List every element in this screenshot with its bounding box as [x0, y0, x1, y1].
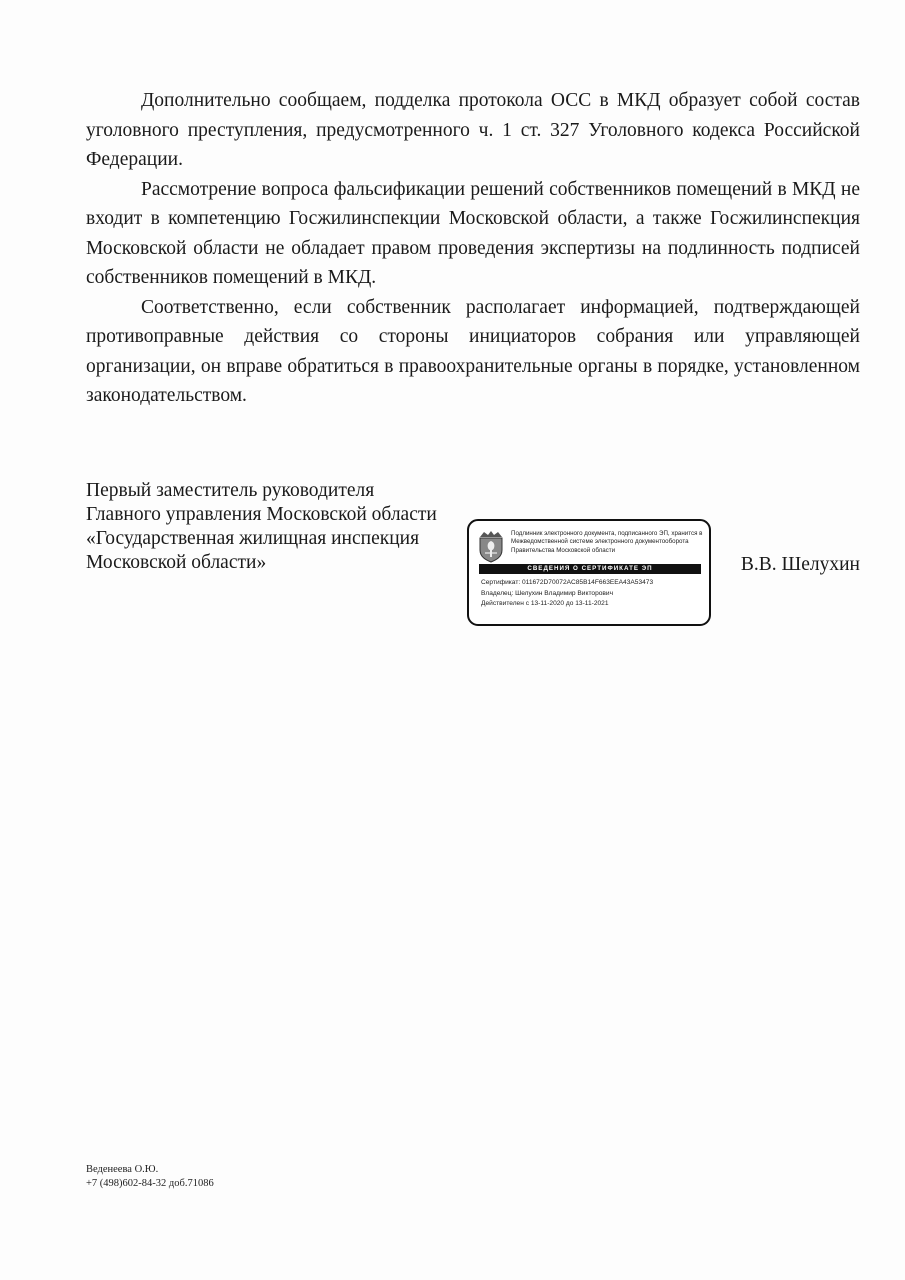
paragraph-law-enforcement: Соответственно, если собственник располагает информацией, подтверждающей противоправные действия со стороны инициаторов собрания или управляющей организации, он вправе обратиться в правоохранительные органы в порядке, установленном законодательством.	[86, 296, 860, 406]
signer-position-line: Главного управления Московской области	[86, 504, 437, 525]
stamp-certificate-title: СВЕДЕНИЯ О СЕРТИФИКАТЕ ЭП	[479, 564, 701, 574]
stamp-owner: Владелец: Шелухин Владимир Викторович	[481, 589, 614, 597]
paragraph-forgery-crime: Дополнительно сообщаем, подделка протокола ОСС в МКД образует собой состав уголовного преступления, предусмотренного ч. 1 ст. 327 Уголовного кодекса Российской Федерации.	[86, 90, 860, 170]
signer-position-line: Первый заместитель руководителя	[86, 480, 375, 501]
signer-position-line: Московской области»	[86, 552, 267, 573]
signer-name: В.В. Шелухин	[740, 554, 860, 575]
letter-body	[86, 86, 860, 411]
stamp-validity: Действителен с 13-11-2020 до 13-11-2021	[481, 600, 609, 607]
signer-position-line: «Государственная жилищная инспекция	[86, 528, 420, 549]
executor-name: Веденеева О.Ю.	[86, 1164, 159, 1175]
executor-phone: +7 (498)602-84-32 доб.71086	[86, 1178, 214, 1189]
stamp-certificate-number: Сертификат: 011672D70072AC85B14F663EEA43A53473	[481, 579, 654, 586]
signer-position	[86, 479, 486, 575]
paragraph-competence: Рассмотрение вопроса фальсификации решений собственников помещений в МКД не входит в компетенцию Госжилинспекции Московской области, а также Госжилинспекция Московской области не обладает правом проведения экспертизы на подлинность подписей собственников помещений в МКД.	[86, 178, 860, 288]
stamp-certificate-details	[481, 578, 707, 610]
coat-of-arms-icon	[477, 529, 505, 563]
electronic-signature-stamp	[467, 519, 711, 626]
stamp-header-text: Подлинник электронного документа, подписанного ЭП, хранится в Межведомственной системе электронного документооборота Правительства Московской области	[511, 530, 703, 554]
executor-footer	[86, 1163, 214, 1191]
